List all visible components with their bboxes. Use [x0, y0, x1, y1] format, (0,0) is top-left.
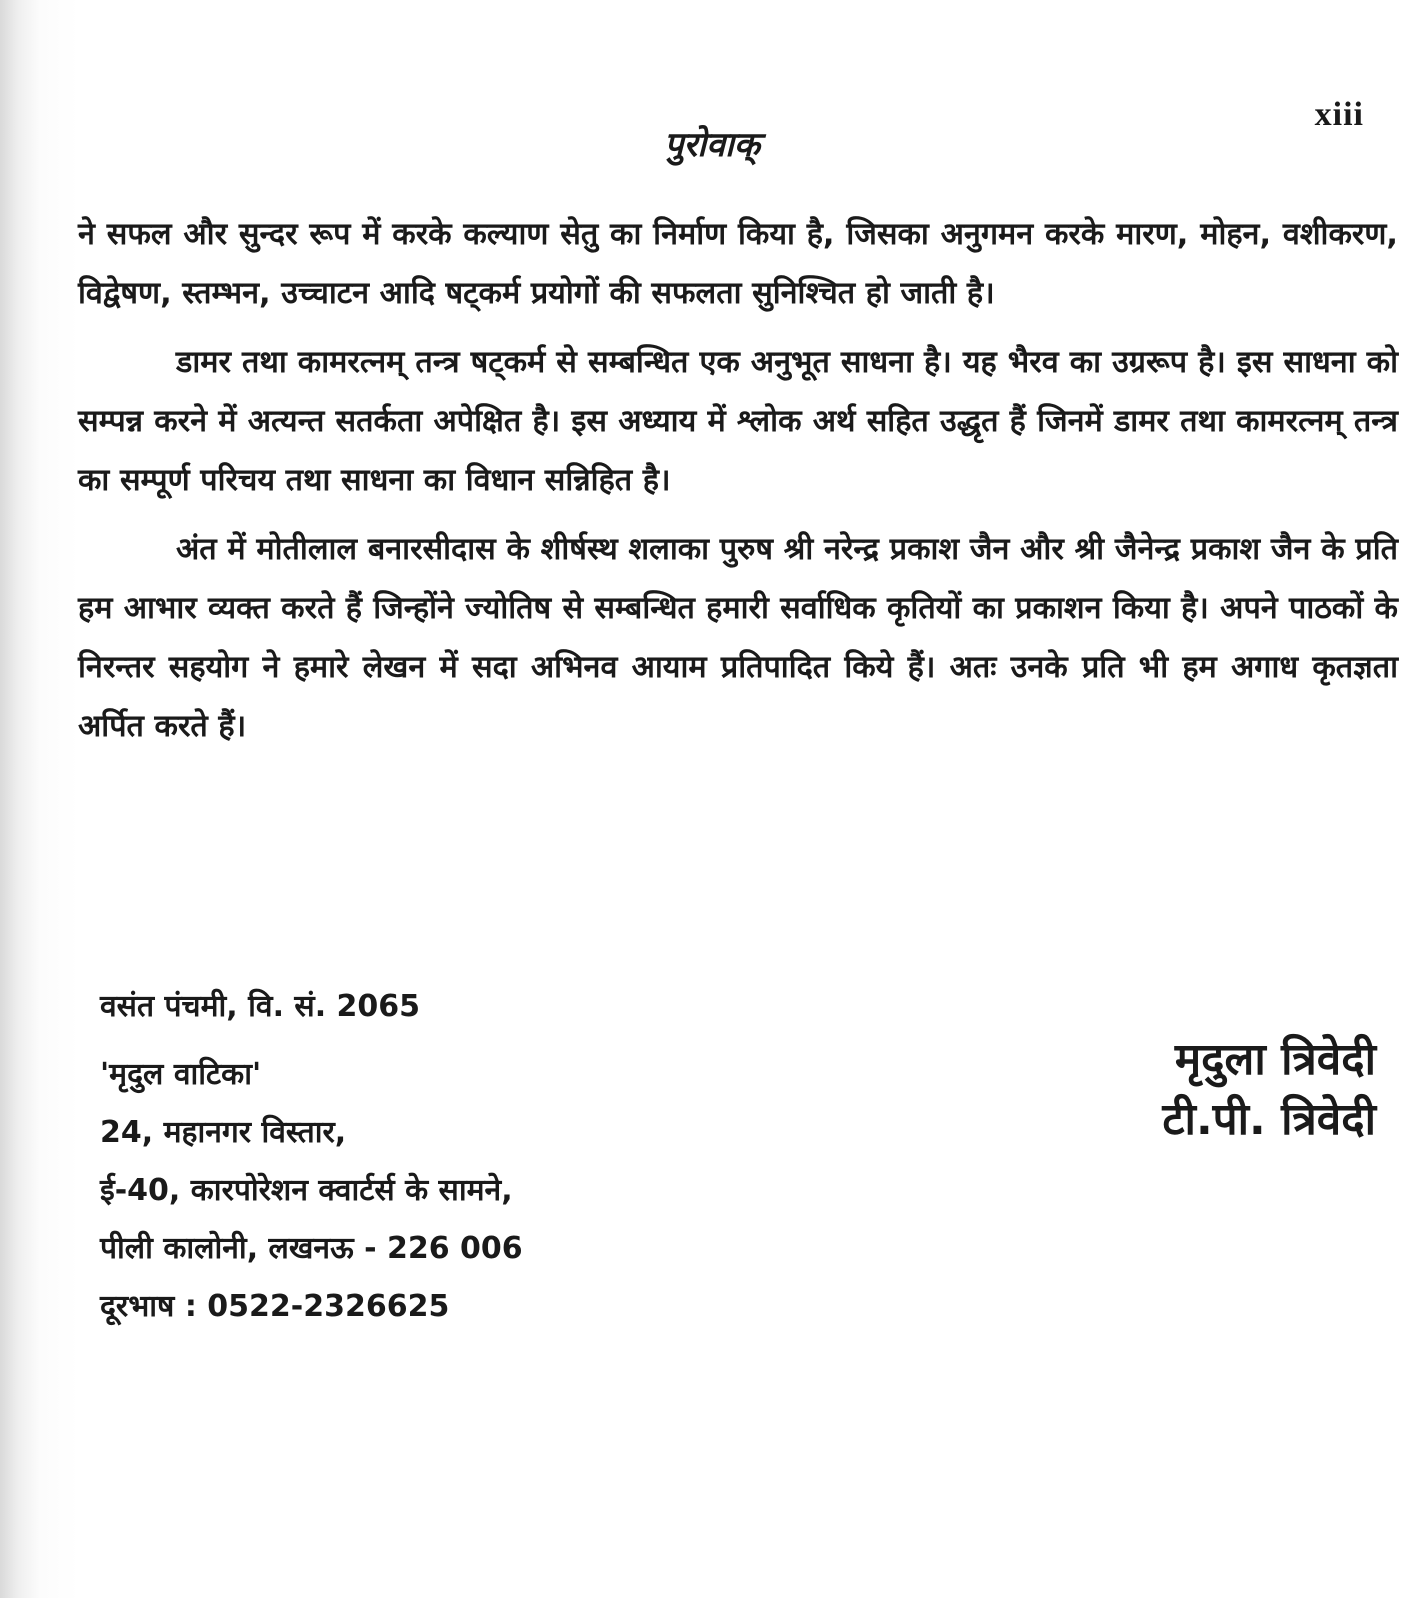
address-line: 24, महानगर विस्तार,: [100, 1115, 347, 1150]
signatory-name: टी.पी. त्रिवेदी: [1162, 1094, 1376, 1145]
paragraph-2: डामर तथा कामरत्नम् तन्त्र षट्कर्म से सम्बन्धित एक अनुभूत साधना है। यह भैरव का उग्ररूप है। इस साधना को सम्पन्न करने में अत्यन्त सतर्कता अपेक्षित है। इस अध्याय में श्लोक अर्थ सहित उद्धृत हैं जिनमें डामर तथा कामरत्नम् तन्त्र का सम्पूर्ण परिचय तथा साधना का विधान सन्निहित है।: [78, 345, 1398, 498]
date-line: वसंत पंचमी, वि. सं. 2065: [100, 989, 421, 1024]
address-line: ई-40, कारपोरेशन क्वार्टर्स के सामने,: [100, 1173, 513, 1208]
phone-line: दूरभाष : 0522-2326625: [100, 1289, 450, 1324]
page-number: xiii: [1314, 96, 1364, 133]
running-head: पुरोवाक्: [664, 125, 760, 165]
date-and-address: [100, 978, 523, 1336]
address-line: 'मृदुल वाटिका': [100, 1057, 262, 1092]
paragraph-1: ने सफल और सुन्दर रूप में करके कल्याण सेतु का निर्माण किया है, जिसका अनुगमन करके मारण, मोहन, वशीकरण, विद्वेषण, स्तम्भन, उच्चाटन आदि षट्कर्म प्रयोगों की सफलता सुनिश्चित हो जाती है।: [78, 217, 1398, 311]
body-text: [78, 205, 1398, 766]
paragraph-3: अंत में मोतीलाल बनारसीदास के शीर्षस्थ शलाका पुरुष श्री नरेन्द्र प्रकाश जैन और श्री जैनेन्द्र प्रकाश जैन के प्रति हम आभार व्यक्त करते हैं जिन्होंने ज्योतिष से सम्बन्धित हमारी सर्वाधिक कृतियों का प्रकाशन किया है। अपने पाठकों के निरन्तर सहयोग ने हमारे लेखन में सदा अभिनव आयाम प्रतिपादित किये हैं। अतः उनके प्रति भी हम अगाध कृतज्ञता अर्पित करते हैं।: [78, 532, 1398, 744]
signatory-name: मृदुला त्रिवेदी: [1174, 1034, 1376, 1085]
signature-block: [1162, 1030, 1376, 1150]
address-line: पीली कालोनी, लखनऊ - 226 006: [100, 1231, 523, 1266]
